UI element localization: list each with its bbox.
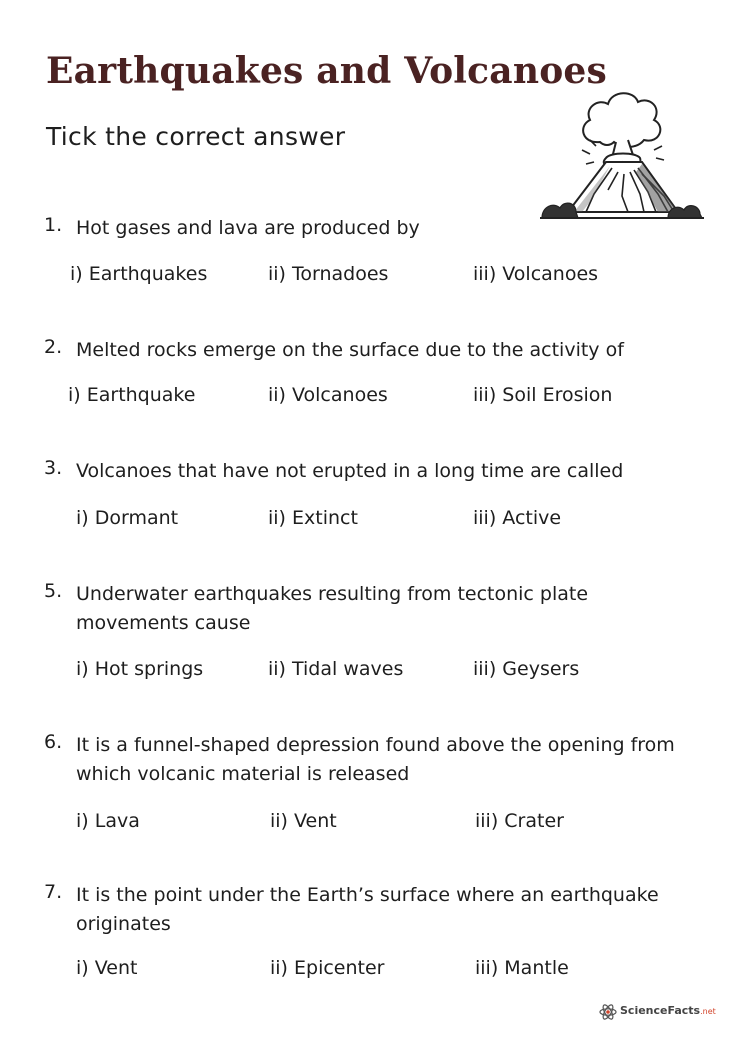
logo-name: ScienceFacts [620,1004,701,1017]
option-iii[interactable]: iii) Active [473,507,562,529]
question-text: Hot gases and lava are produced by [76,217,420,239]
volcano-illustration [538,84,706,228]
question-number: 1. [44,214,63,236]
option-iii[interactable]: iii) Mantle [475,957,569,979]
option-i[interactable]: i) Dormant [76,507,179,529]
option-ii[interactable]: ii) Volcanoes [268,384,388,406]
question-number: 7. [44,881,63,903]
option-i[interactable]: i) Hot springs [76,658,204,680]
option-ii[interactable]: ii) Epicenter [270,957,385,979]
sciencefacts-logo[interactable] [598,1000,716,1026]
question-text: It is a funnel-shaped depression found above the opening from which volcanic material is released [76,734,675,785]
option-ii[interactable]: ii) Vent [270,810,337,832]
option-iii[interactable]: iii) Geysers [473,658,580,680]
option-ii[interactable]: ii) Extinct [268,507,358,529]
logo-suffix: .net [700,1007,716,1016]
question-text: It is the point under the Earth’s surface where an earthquake originates [76,884,659,935]
instructions: Tick the correct answer [46,122,346,151]
option-i[interactable]: i) Earthquake [68,384,196,406]
option-iii[interactable]: iii) Crater [475,810,564,832]
question-text: Volcanoes that have not erupted in a long time are called [76,460,624,482]
option-ii[interactable]: ii) Tornadoes [268,263,389,285]
option-i[interactable]: i) Earthquakes [70,263,208,285]
option-ii[interactable]: ii) Tidal waves [268,658,404,680]
option-iii[interactable]: iii) Soil Erosion [473,384,613,406]
atom-icon [598,1002,618,1022]
question-text: Underwater earthquakes resulting from tectonic plate movements cause [76,583,589,634]
option-i[interactable]: i) Vent [76,957,138,979]
option-i[interactable]: i) Lava [76,810,140,832]
question-number: 5. [44,580,63,602]
worksheet-title: Earthquakes and Volcanoes [46,50,607,92]
option-iii[interactable]: iii) Volcanoes [473,263,599,285]
question-number: 3. [44,457,63,479]
question-number: 2. [44,336,63,358]
question-number: 6. [44,731,63,753]
question-text: Melted rocks emerge on the surface due to the activity of [76,339,624,361]
